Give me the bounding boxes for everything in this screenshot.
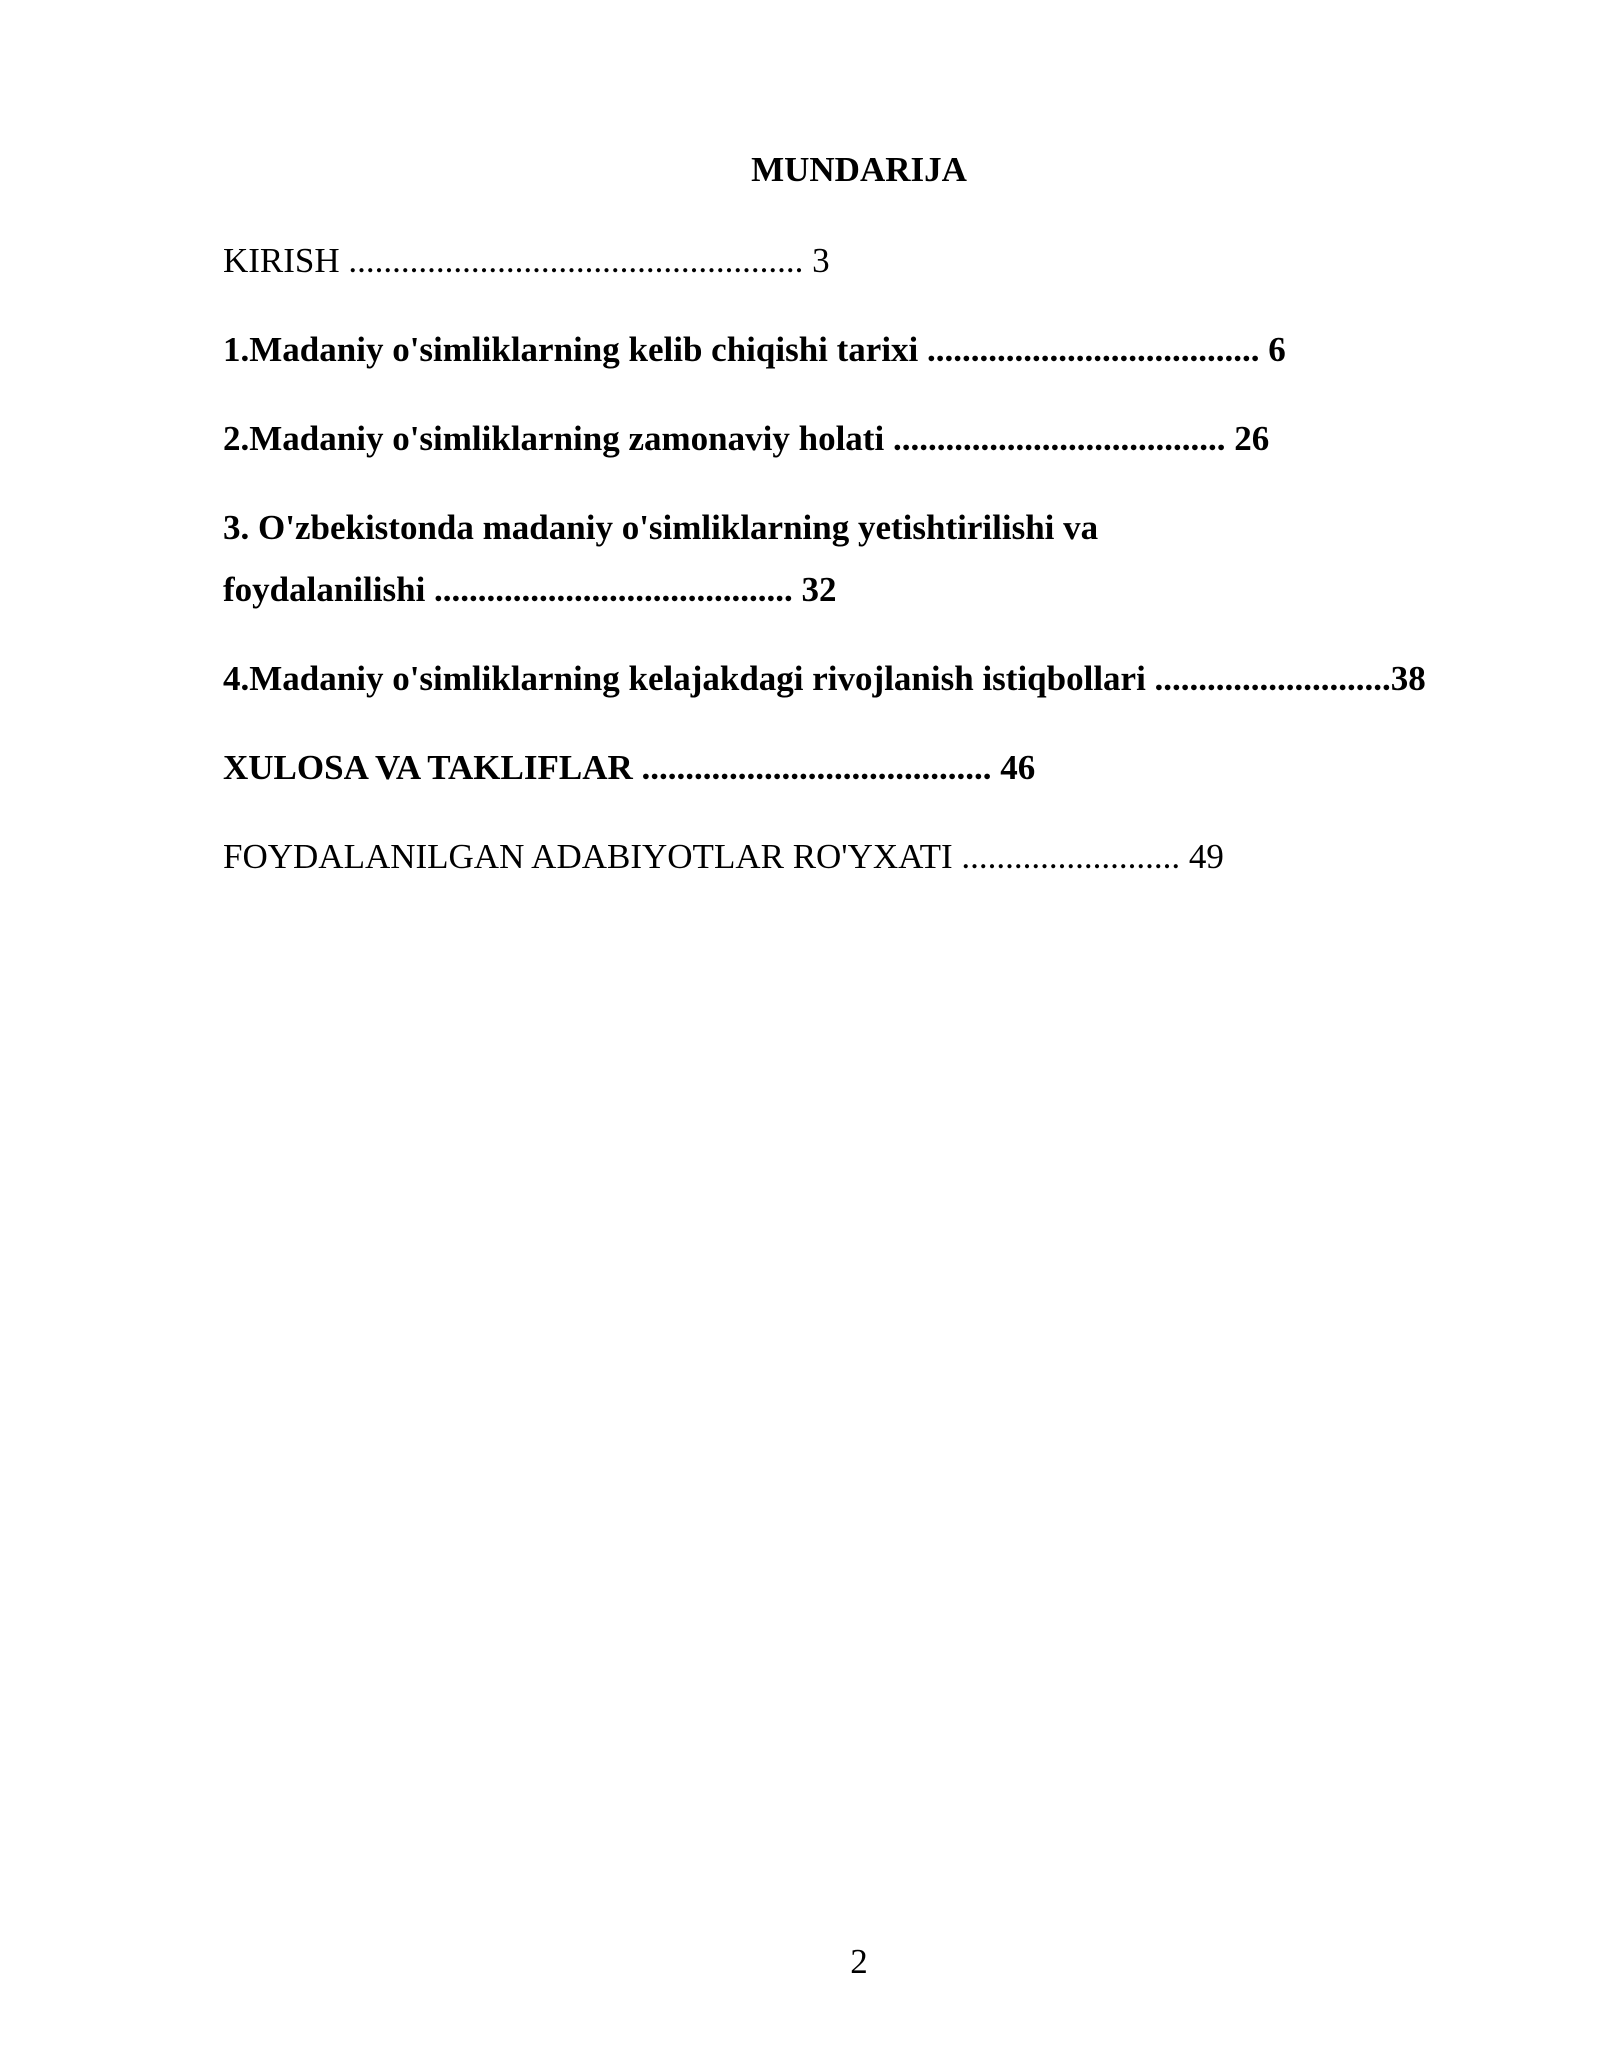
toc-entry-chapter-3-line-2: foydalanilishi ......................................... 32 [223,570,837,609]
toc-entry-chapter-1: 1.Madaniy o'simliklarning kelib chiqishi tarixi ...................................... 6 [223,330,1286,369]
toc-entry-adabiyotlar: FOYDALANILGAN ADABIYOTLAR RO'YXATI ......................... 49 [223,837,1224,876]
toc-entry-chapter-4: 4.Madaniy o'simliklarning kelajakdagi rivojlanish istiqbollari ...........................38 [223,659,1426,698]
toc-entry-xulosa: XULOSA VA TAKLIFLAR ........................................ 46 [223,748,1036,787]
page-number: 2 [850,1942,868,1981]
toc-entry-kirish: KIRISH .................................................... 3 [223,241,830,280]
page-title: MUNDARIJA [751,150,967,189]
toc-entry-chapter-3-line-1: 3. O'zbekistonda madaniy o'simliklarning yetishtirilishi va [223,508,1099,547]
toc-entry-chapter-2: 2.Madaniy o'simliklarning zamonaviy holati ...................................... 26 [223,419,1270,458]
